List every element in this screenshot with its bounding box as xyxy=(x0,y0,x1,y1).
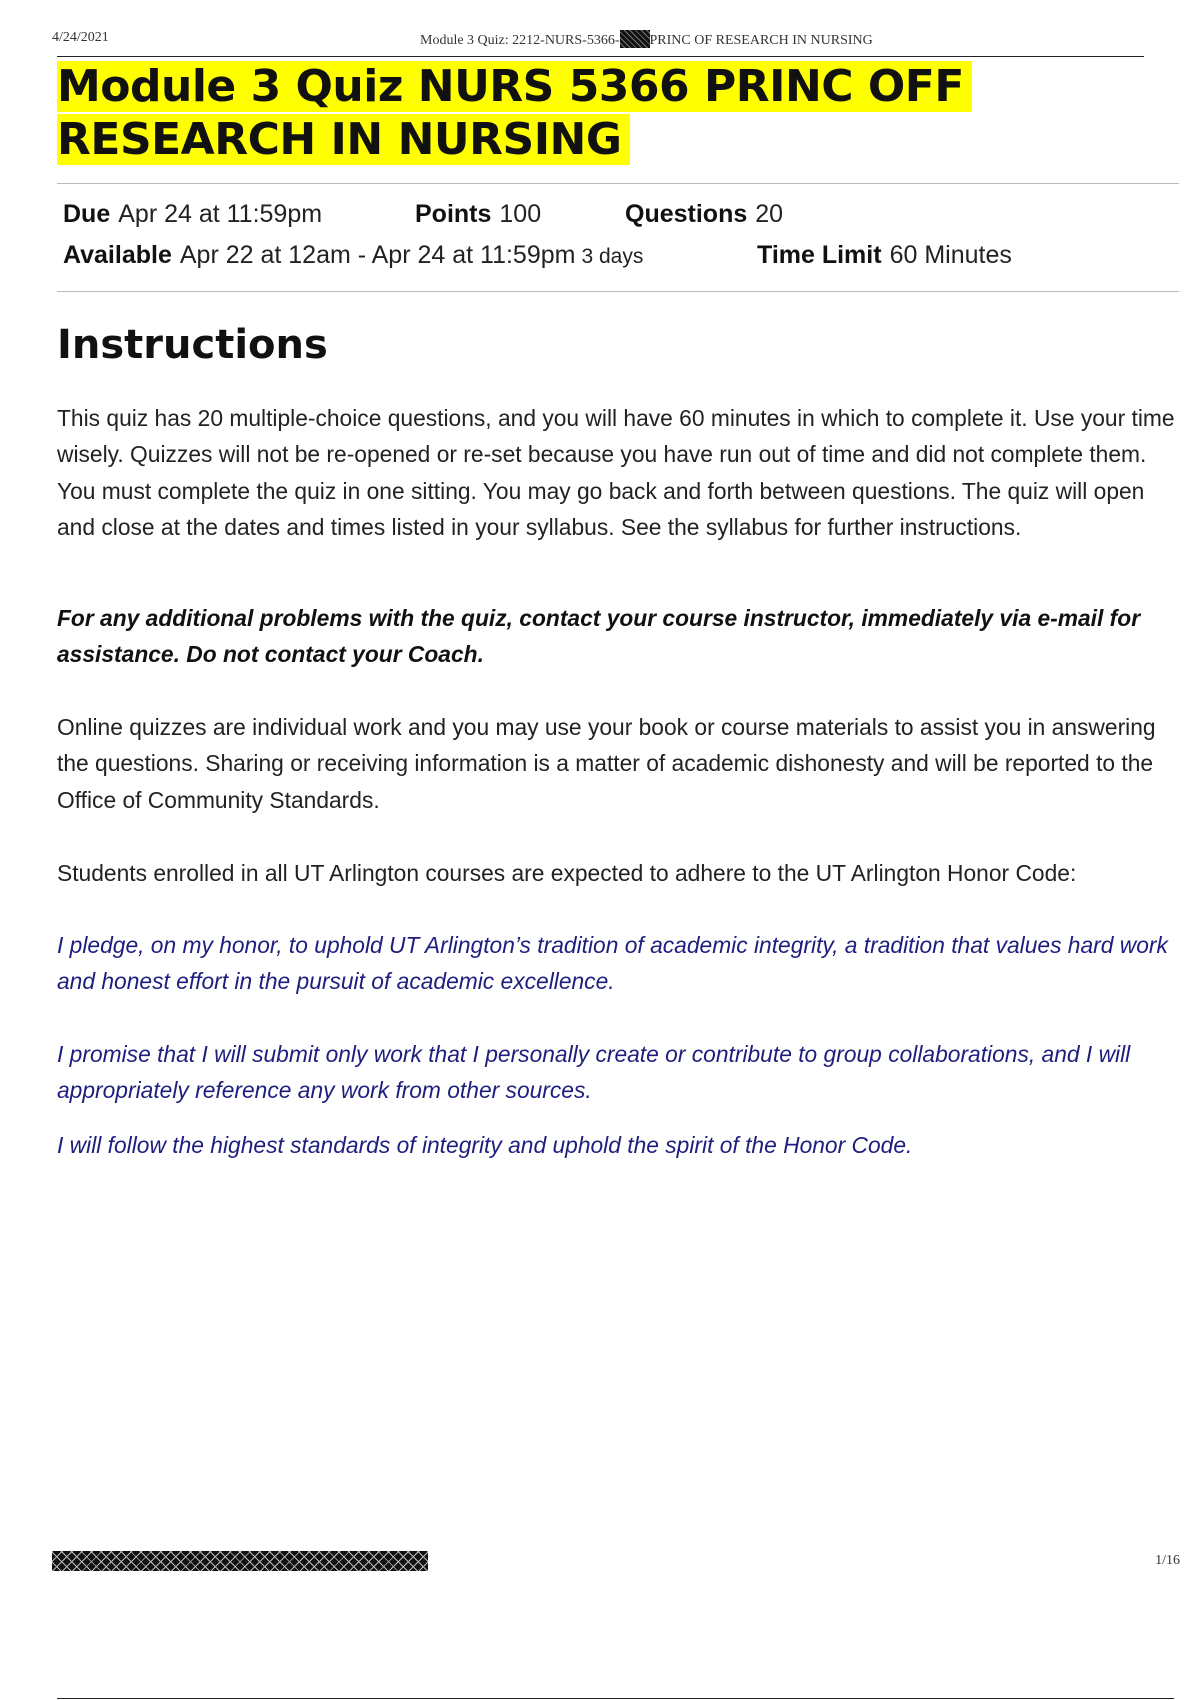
points-value: 100 xyxy=(499,200,542,228)
honor-pledge-1: I pledge, on my honor, to uphold UT Arlington’s tradition of academic integrity, a tradition that values hard work and honest effort in the pursuit of academic excellence. xyxy=(57,932,1168,995)
points-label: Points xyxy=(415,200,492,228)
print-title-suffix: PRINC OF RESEARCH IN NURSING xyxy=(649,33,873,48)
print-header xyxy=(52,28,1140,52)
questions-label: Questions xyxy=(625,200,748,228)
header-divider xyxy=(57,56,1144,57)
page-bottom-divider xyxy=(57,1698,1174,1699)
page-number: 1/16 xyxy=(1155,1553,1180,1568)
time-limit-label: Time Limit xyxy=(757,241,882,269)
available-label: Available xyxy=(63,241,172,269)
available-value: Apr 22 at 12am - Apr 24 at 11:59pm xyxy=(179,241,576,269)
print-date: 4/24/2021 xyxy=(52,30,109,45)
details-top-divider xyxy=(57,183,1179,184)
instructions-heading: Instructions xyxy=(57,322,328,368)
questions-value: 20 xyxy=(755,200,784,228)
instructions-paragraph: This quiz has 20 multiple-choice questions, and you will have 60 minutes in which to complete it. Use your time wisely. Quizzes will not be re-opened or re-set because you have run out of time and did not complete them. You must complete the quiz in one sitting. You may go back and forth between questions. The quiz will open and close at the dates and times listed in your syllabus. See the syllabus for further instructions. xyxy=(57,405,1175,540)
print-title-prefix: Module 3 Quiz: 2212-NURS-5366- xyxy=(420,33,620,48)
page-title-highlight: Module 3 Quiz NURS 5366 PRINC OFF RESEARCH IN NURSING xyxy=(57,61,972,165)
honor-code-intro: Students enrolled in all UT Arlington courses are expected to adhere to the UT Arlington Honor Code: xyxy=(57,860,1077,886)
page-title xyxy=(57,60,1167,166)
contact-instructor-note: For any additional problems with the quiz, contact your course instructor, immediately via e-mail for assistance. Do not contact your Coach. xyxy=(57,605,1141,668)
due-value: Apr 24 at 11:59pm xyxy=(118,200,323,228)
available-duration: 3 days xyxy=(581,245,644,268)
honor-pledge-3: I will follow the highest standards of integrity and uphold the spirit of the Honor Code. xyxy=(57,1132,913,1158)
details-bottom-divider xyxy=(57,291,1179,292)
time-limit-field xyxy=(757,241,1012,270)
redaction-mark xyxy=(620,30,650,48)
points-field xyxy=(415,200,541,229)
questions-field xyxy=(625,200,783,229)
due-field xyxy=(63,200,322,229)
academic-integrity-paragraph: Online quizzes are individual work and you may use your book or course materials to assist you in answering the questions. Sharing or receiving information is a matter of academic dishonesty and will be reported to the Office of Community Standards. xyxy=(57,714,1156,813)
footer-redaction-mark xyxy=(52,1551,428,1571)
available-field xyxy=(63,241,643,270)
due-label: Due xyxy=(63,200,111,228)
print-document-title xyxy=(420,30,873,49)
time-limit-value: 60 Minutes xyxy=(889,241,1012,269)
honor-pledge-2: I promise that I will submit only work that I personally create or contribute to group collaborations, and I will appropriately reference any work from other sources. xyxy=(57,1041,1131,1104)
